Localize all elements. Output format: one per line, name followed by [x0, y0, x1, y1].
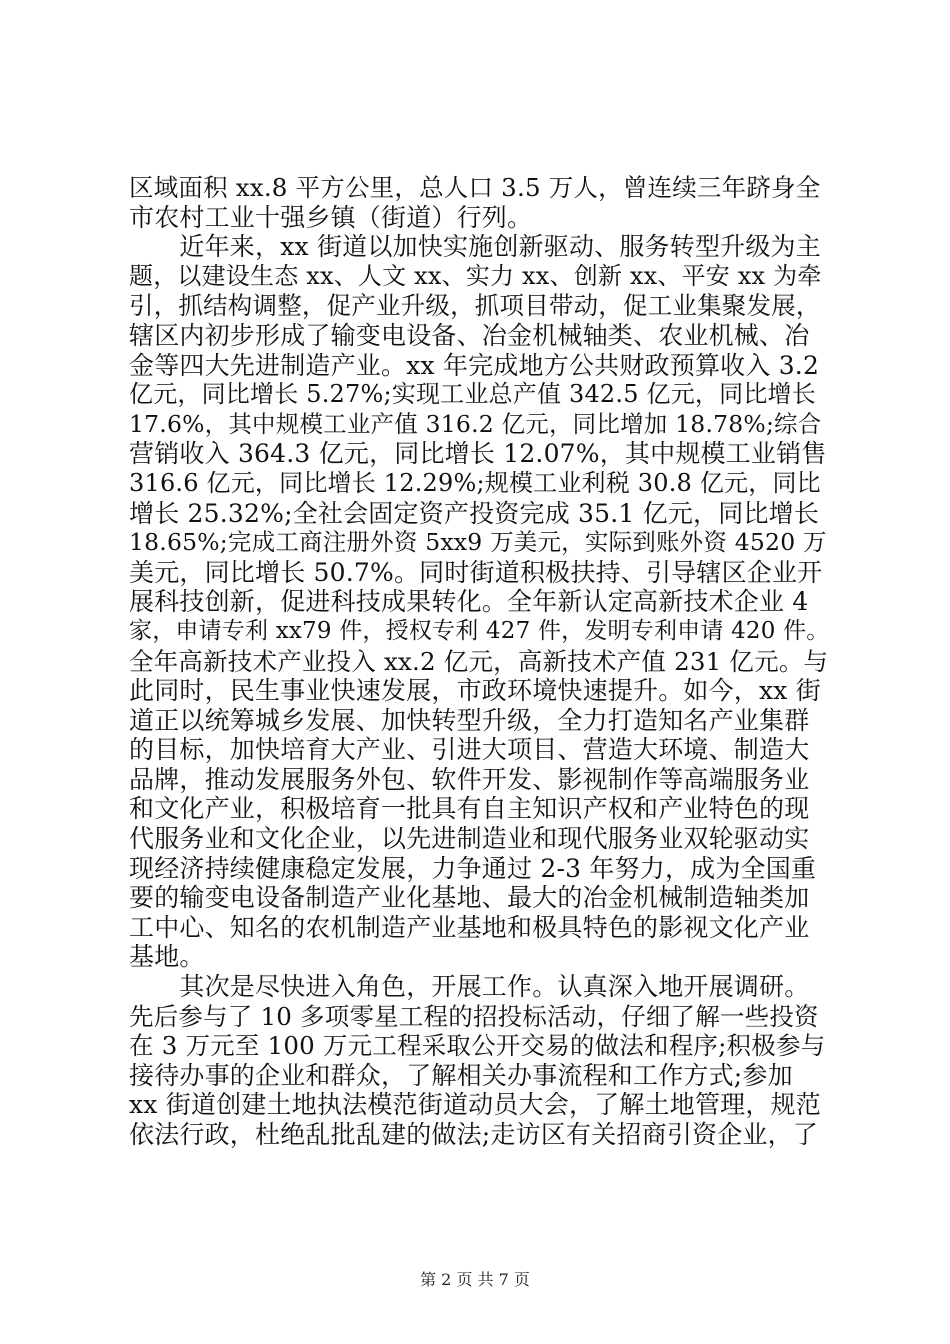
text-line: 辖区内初步形成了输变电设备、冶金机械轴类、农业机械、冶: [129, 320, 810, 350]
text-line: 17.6%，其中规模工业产值 316.2 亿元，同比增加 18.78%;综合: [129, 409, 822, 438]
text-line: 基地。: [129, 942, 205, 972]
text-line: 此同时，民生事业快速发展，市政环境快速提升。如今，xx 街: [129, 676, 821, 706]
page-footer: 第 2 页 共 7 页: [420, 1270, 530, 1289]
text-line: 依法行政，杜绝乱批乱建的做法;走访区有关招商引资企业，了: [129, 1120, 819, 1149]
text-line: 增长 25.32%;全社会固定资产投资完成 35.1 亿元，同比增长: [129, 498, 820, 528]
text-line: 区域面积 xx.8 平方公里，总人口 3.5 万人，曾连续三年跻身全: [129, 173, 821, 202]
text-line: 美元，同比增长 50.7%。同时街道积极扶持、引导辖区企业开: [129, 557, 823, 587]
text-line: 代服务业和文化企业，以先进制造业和现代服务业双轮驱动实: [129, 824, 810, 854]
text-line: 金等四大先进制造产业。xx 年完成地方公共财政预算收入 3.2: [129, 350, 820, 380]
text-line: 接待办事的企业和群众，了解相关办事流程和工作方式;参加: [129, 1060, 793, 1090]
text-line: 近年来，xx 街道以加快实施创新驱动、服务转型升级为主: [129, 232, 821, 262]
text-line: 18.65%;完成工商注册外资 5xx9 万美元，实际到账外资 4520 万: [129, 528, 827, 557]
text-line: 品牌，推动发展服务外包、软件开发、影视制作等高端服务业: [129, 764, 810, 794]
text-line: 全年高新技术产业投入 xx.2 亿元，高新技术产值 231 亿元。与: [129, 646, 829, 676]
text-line: 引，抓结构调整，促产业升级，抓项目带动，促工业集聚发展，: [129, 291, 821, 321]
text-line: 市农村工业十强乡镇（街道）行列。: [129, 202, 533, 232]
text-line: 在 3 万元至 100 万元工程采取公开交易的做法和程序;积极参与: [129, 1031, 826, 1061]
text-line: 营销收入 364.3 亿元，同比增长 12.07%，其中规模工业销售: [129, 439, 827, 469]
text-line: 展科技创新，促进科技成果转化。全年新认定高新技术企业 4: [129, 587, 809, 617]
text-line: 家，申请专利 xx79 件，授权专利 427 件，发明专利申请 420 件。: [129, 617, 830, 644]
text-line: 的目标，加快培育大产业、引进大项目、营造大环境、制造大: [129, 735, 810, 765]
text-line: 道正以统筹城乡发展、加快转型升级，全力打造知名产业集群: [129, 705, 810, 735]
text-line: 要的输变电设备制造产业化基地、最大的冶金机械制造轴类加: [129, 883, 810, 913]
body-text: [129, 173, 829, 1150]
text-line: 亿元，同比增长 5.27%;实现工业总产值 342.5 亿元，同比增长: [129, 380, 816, 409]
text-line: 题，以建设生态 xx、人文 xx、实力 xx、创新 xx、平安 xx 为牵: [129, 261, 822, 290]
text-line: xx 街道创建土地执法模范街道动员大会，了解土地管理，规范: [129, 1090, 821, 1120]
text-line: 先后参与了 10 多项零星工程的招投标活动，仔细了解一些投资: [129, 1001, 819, 1031]
text-line: 和文化产业，积极培育一批具有自主知识产权和产业特色的现: [129, 794, 810, 824]
text-line: 工中心、知名的农机制造产业基地和极具特色的影视文化产业: [129, 912, 810, 942]
text-line: 现经济持续健康稳定发展，力争通过 2-3 年努力，成为全国重: [129, 853, 817, 883]
text-line: 316.6 亿元，同比增长 12.29%;规模工业利税 30.8 亿元，同比: [129, 468, 821, 497]
text-line: 其次是尽快进入角色，开展工作。认真深入地开展调研。: [129, 972, 810, 1002]
